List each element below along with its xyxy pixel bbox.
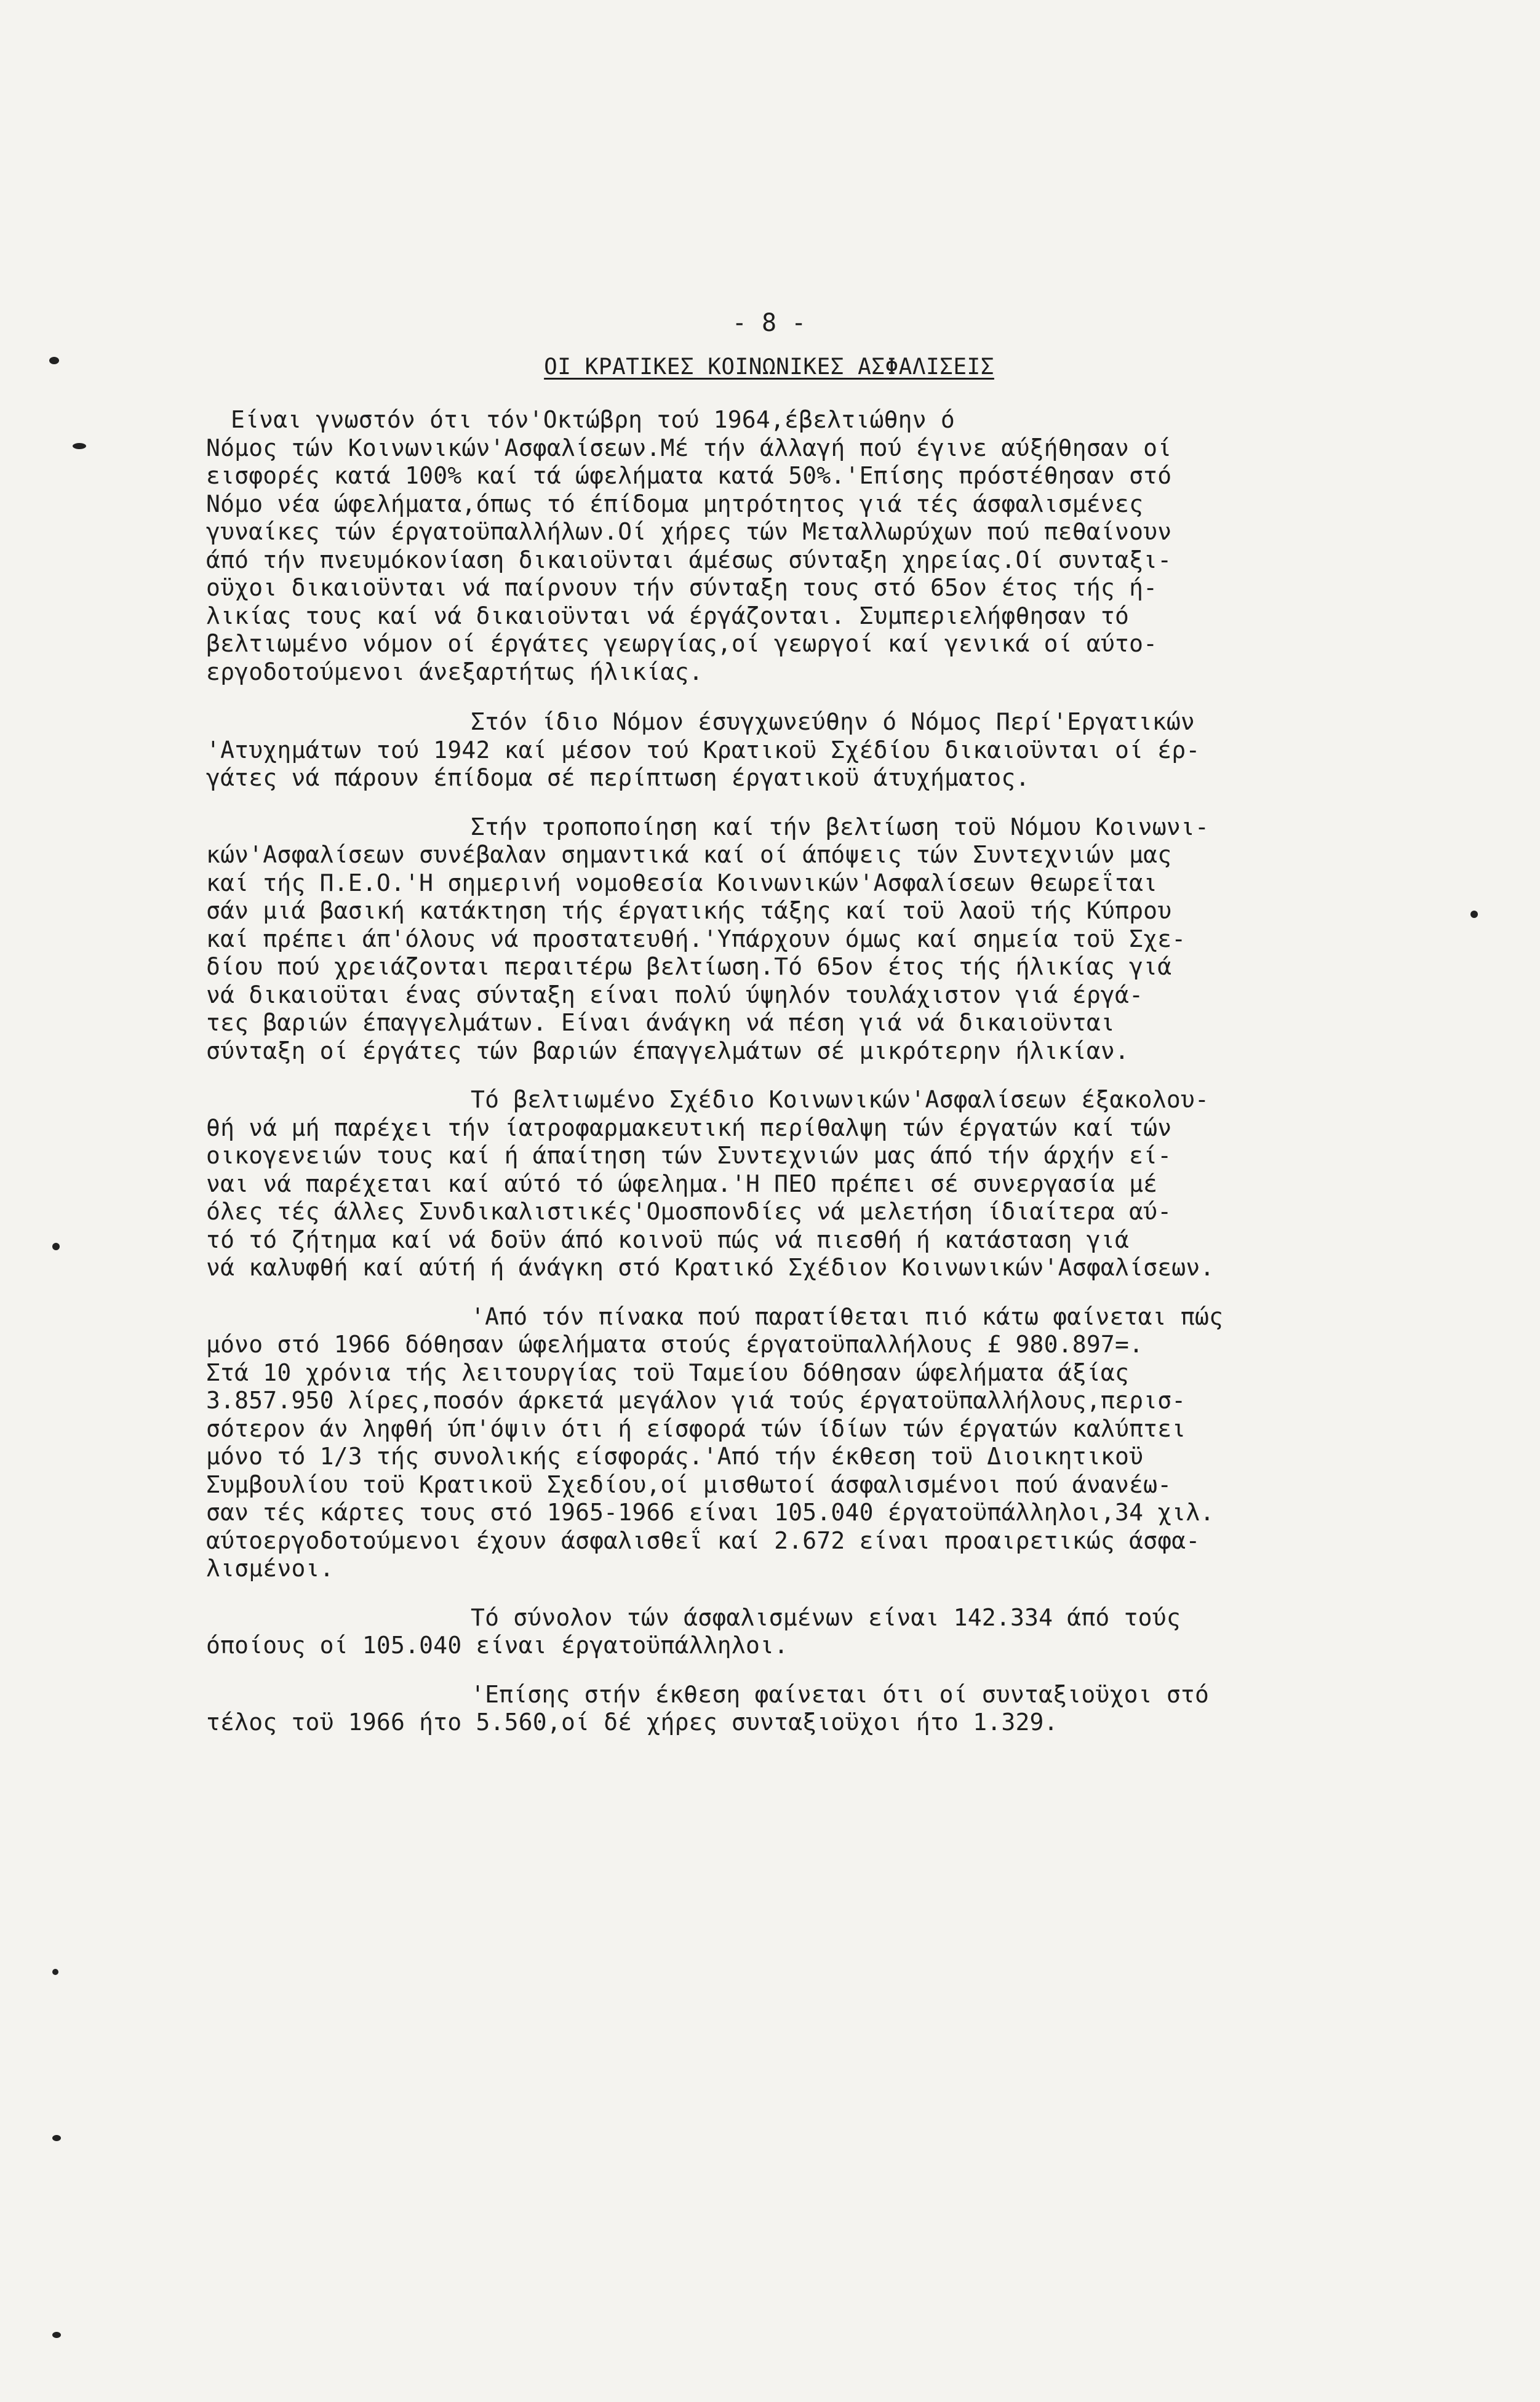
text-line: νά καλυφθή καί αύτή ή άνάγκη στό Κρατικό Σχέδιον Κοινωνικών'Ασφαλίσεων.	[206, 1254, 1215, 1281]
paragraph-5	[206, 1303, 1350, 1583]
scan-speck	[52, 1243, 60, 1250]
text-line: εργοδοτούμενοι άνεξαρτήτως ήλικίας.	[206, 658, 703, 685]
text-line: 'Επίσης στήν έκθεση φαίνεται ότι οί συνταξιοϋχοι στό	[471, 1680, 1210, 1708]
text-line: κών'Ασφαλίσεων συνέβαλαν σημαντικά καί οί άπόψεις τών Συντεχνιών μας	[206, 841, 1172, 868]
scan-speck	[52, 1969, 58, 1975]
text-line: μόνο στό 1966 δόθησαν ώφελήματα στούς έργατοϋπαλλήλους £ 980.897=.	[206, 1331, 1144, 1358]
text-line: θή νά μή παρέχει τήν ίατροφαρμακευτική περίθαλψη τών έργατών καί τών	[206, 1114, 1172, 1141]
text-line: Τό βελτιωμένο Σχέδιο Κοινωνικών'Ασφαλίσεων έξακολου-	[471, 1086, 1210, 1113]
scan-speck	[49, 357, 59, 364]
paragraph-7	[206, 1681, 1350, 1737]
text-line: μόνο τό 1/3 τής συνολικής είσφοράς.'Από τήν έκθεση τοϋ Διοικητικοϋ	[206, 1443, 1144, 1470]
scan-speck	[52, 2135, 61, 2141]
text-line: καί πρέπει άπ'όλους νά προστατευθή.'Υπάρχουν όμως καί σημεία τοϋ Σχε-	[206, 925, 1186, 952]
text-line: αύτοεργοδοτούμενοι έχουν άσφαλισθεΐ καί 2.672 είναι προαιρετικώς άσφα-	[206, 1526, 1200, 1554]
text-line: όλες τές άλλες Συνδικαλιστικές'Ομοσπονδίες νά μελετήση ίδιαίτερα αύ-	[206, 1198, 1172, 1225]
text-line: λικίας τους καί νά δικαιοϋνται νά έργάζονται. Συμπεριελήφθησαν τό	[206, 602, 1130, 629]
document-body	[206, 406, 1350, 1737]
text-line: Τό σύνολον τών άσφαλισμένων είναι 142.334 άπό τούς	[471, 1603, 1181, 1631]
text-line: 'Ατυχημάτων τού 1942 καί μέσον τού Κρατικοϋ Σχέδίου δικαιοϋνται οί έρ-	[206, 736, 1200, 764]
text-line: Συμβουλίου τοϋ Κρατικοϋ Σχεδίου,οί μισθωτοί άσφαλισμένοι πού άνανέω-	[206, 1470, 1172, 1498]
page-number: - 8 -	[732, 309, 807, 337]
text-line: Στόν ίδιο Νόμον έσυγχωνεύθην ό Νόμος Περί'Εργατικών	[471, 708, 1195, 735]
text-line: Νόμο νέα ώφελήματα,όπως τό έπίδομα μητρότητος γιά τές άσφαλισμένες	[206, 490, 1144, 517]
text-line: Στήν τροποποίηση καί τήν βελτίωση τοϋ Νόμου Κοινωνι-	[471, 813, 1210, 840]
scan-speck	[52, 2332, 61, 2338]
text-line: λισμένοι.	[206, 1555, 334, 1582]
text-line: εισφορές κατά 100% καί τά ώφελήματα κατά 50%.'Επίσης πρόστέθησαν στό	[206, 462, 1172, 489]
paragraph-6	[206, 1604, 1350, 1660]
text-line: σότερον άν ληφθή ύπ'όψιν ότι ή είσφορά τών ίδίων τών έργατών καλύπτει	[206, 1414, 1186, 1442]
text-line: σαν τές κάρτες τους στό 1965-1966 είναι 105.040 έργατοϋπάλληλοι,34 χιλ.	[206, 1499, 1215, 1526]
text-line: τέλος τοϋ 1966 ήτο 5.560,οί δέ χήρες συνταξιοϋχοι ήτο 1.329.	[206, 1709, 1058, 1736]
paragraph-2	[206, 708, 1350, 792]
text-line: τό τό ζήτημα καί νά δοϋν άπό κοινοϋ πώς νά πιεσθή ή κατάσταση γιά	[206, 1226, 1130, 1253]
text-line: Νόμος τών Κοινωνικών'Ασφαλίσεων.Μέ τήν άλλαγή πού έγινε αύξήθησαν οί	[206, 434, 1172, 461]
text-line: βελτιωμένο νόμον οί έργάτες γεωργίας,οί γεωργοί καί γενικά οί αύτο-	[206, 630, 1158, 657]
paragraph-4	[206, 1086, 1350, 1282]
document-title: ΟΙ ΚΡΑΤΙΚΕΣ ΚΟΙΝΩΝΙΚΕΣ ΑΣΦΑΛΙΣΕΙΣ	[544, 354, 994, 380]
paragraph-1	[206, 406, 1350, 686]
text-line: 3.857.950 λίρες,ποσόν άρκετά μεγάλον γιά τούς έργατοϋπαλλήλους,περισ-	[206, 1387, 1186, 1414]
text-line: τες βαριών έπαγγελμάτων. Είναι άνάγκη νά πέση γιά νά δικαιοϋνται	[206, 1009, 1115, 1036]
text-line: δίου πού χρειάζονται περαιτέρω βελτίωση.Τό 65ον έτος τής ήλικίας γιά	[206, 953, 1172, 980]
text-line: άπό τήν πνευμόκονίαση δικαιοϋνται άμέσως σύνταξη χηρείας.Οί συνταξι-	[206, 546, 1172, 573]
text-line: Είναι γνωστόν ότι τόν'Οκτώβρη τού 1964,έβελτιώθην ό	[231, 406, 955, 433]
text-line: ναι νά παρέχεται καί αύτό τό ώφελημα.'Η ΠΕΟ πρέπει σέ συνεργασία μέ	[206, 1170, 1158, 1197]
scan-speck	[1470, 911, 1478, 918]
text-line: οϋχοι δικαιοϋνται νά παίρνουν τήν σύνταξη τους στό 65ον έτος τής ή-	[206, 574, 1158, 601]
paragraph-3	[206, 813, 1350, 1066]
text-line: Στά 10 χρόνια τής λειτουργίας τοϋ Ταμείου δόθησαν ώφελήματα άξίας	[206, 1359, 1130, 1386]
text-line: σάν μιά βασική κατάκτηση τής έργατικής τάξης καί τοϋ λαοϋ τής Κύπρου	[206, 897, 1172, 924]
text-line: γάτες νά πάρουν έπίδομα σέ περίπτωση έργατικοϋ άτυχήματος.	[206, 764, 1030, 791]
scan-speck	[73, 443, 86, 449]
text-line: οικογενειών τους καί ή άπαίτηση τών Συντεχνιών μας άπό τήν άρχήν εί-	[206, 1142, 1172, 1169]
text-line: σύνταξη οί έργάτες τών βαριών έπαγγελμάτων σέ μικρότερην ήλικίαν.	[206, 1037, 1130, 1064]
text-line: νά δικαιοϋται ένας σύνταξη είναι πολύ ύψηλόν τουλάχιστον γιά έργά-	[206, 981, 1144, 1008]
text-line: όποίους οί 105.040 είναι έργατοϋπάλληλοι.	[206, 1632, 789, 1659]
text-line: γυναίκες τών έργατοϋπαλλήλων.Οί χήρες τών Μεταλλωρύχων πού πεθαίνουν	[206, 518, 1172, 545]
text-line: 'Από τόν πίνακα πού παρατίθεται πιό κάτω φαίνεται πώς	[471, 1303, 1224, 1330]
text-line: καί τής Π.Ε.Ο.'Η σημερινή νομοθεσία Κοινωνικών'Ασφαλίσεων θεωρεΐται	[206, 869, 1158, 896]
